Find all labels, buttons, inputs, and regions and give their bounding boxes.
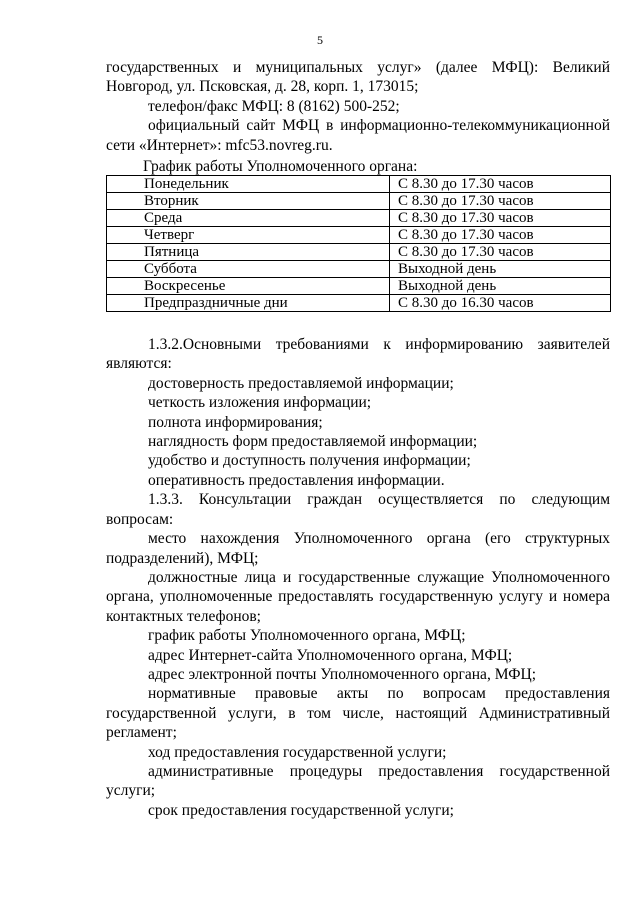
intro-phone: телефон/факс МФЦ: 8 (8162) 500-252; [148,97,400,115]
list-item: достоверность предоставляемой информации; [148,374,454,392]
list-item: четкость изложения информации; [148,394,372,412]
list-item: график работы Уполномоченного органа, МФЦ; [148,627,466,645]
list-item: удобство и доступность получения информации; [148,452,471,470]
schedule-day: Вторник [107,193,390,210]
list-item: ход предоставления государственной услуги; [148,743,447,761]
table-row [107,261,611,278]
list-item: адрес Интернет-сайта Уполномоченного органа, МФЦ; [148,646,513,664]
section-1-3-3-heading: 1.3.3. Консультации граждан осуществляется по следующим вопросам: [106,491,610,528]
list-item: адрес электронной почты Уполномоченного органа, МФЦ; [148,665,537,683]
schedule-hours: С 8.30 до 17.30 часов [390,210,611,227]
intro-website: официальный сайт МФЦ в информационно-телекоммуникационной сети «Интернет»: mfc53.novreg.ru. [106,117,610,154]
list-item: полнота информирования; [148,413,323,431]
intro-address: государственных и муниципальных услуг» (далее МФЦ): Великий Новгород, ул. Псковская, д. 28, корп. 1, 173015; [106,59,610,96]
schedule-table [106,175,611,312]
list-item: наглядность форм предоставляемой информации; [148,433,478,451]
table-row [107,244,611,261]
list-item: нормативные правовые акты по вопросам предоставления государственной услуги, в том числе, настоящий Административный регламент; [106,685,610,742]
page-number: 5 [317,33,323,47]
table-row [107,176,611,193]
list-item: оперативность предоставления информации. [148,471,445,489]
schedule-hours: Выходной день [390,261,611,278]
schedule-day: Предпраздничные дни [107,295,390,312]
list-item: должностные лица и государственные служащие Уполномоченного органа, уполномоченные предоставлять государственную услугу и номера контактных телефонов; [106,568,610,625]
list-item: административные процедуры предоставления государственной услуги; [106,762,610,800]
schedule-hours: С 8.30 до 17.30 часов [390,193,611,210]
schedule-day: Понедельник [107,176,390,193]
schedule-day: Воскресенье [107,278,390,295]
table-row [107,193,611,210]
list-item: срок предоставления государственной услуги; [148,801,454,819]
schedule-hours: С 8.30 до 17.30 часов [390,176,611,193]
schedule-day: Среда [107,210,390,227]
schedule-hours: Выходной день [390,278,611,295]
schedule-day: Суббота [107,261,390,278]
table-row [107,227,611,244]
table-row [107,295,611,312]
schedule-hours: С 8.30 до 16.30 часов [390,295,611,312]
schedule-day: Четверг [107,227,390,244]
schedule-caption: График работы Уполномоченного органа: [143,158,418,176]
schedule-hours: С 8.30 до 17.30 часов [390,244,611,261]
schedule-hours: С 8.30 до 17.30 часов [390,227,611,244]
list-item: место нахождения Уполномоченного органа (его структурных подразделений), МФЦ; [106,530,610,567]
table-row [107,210,611,227]
table-row [107,278,611,295]
section-1-3-2-heading: 1.3.2.Основными требованиями к информированию заявителей являются: [106,336,610,373]
page-content [106,58,610,820]
schedule-day: Пятница [107,244,390,261]
